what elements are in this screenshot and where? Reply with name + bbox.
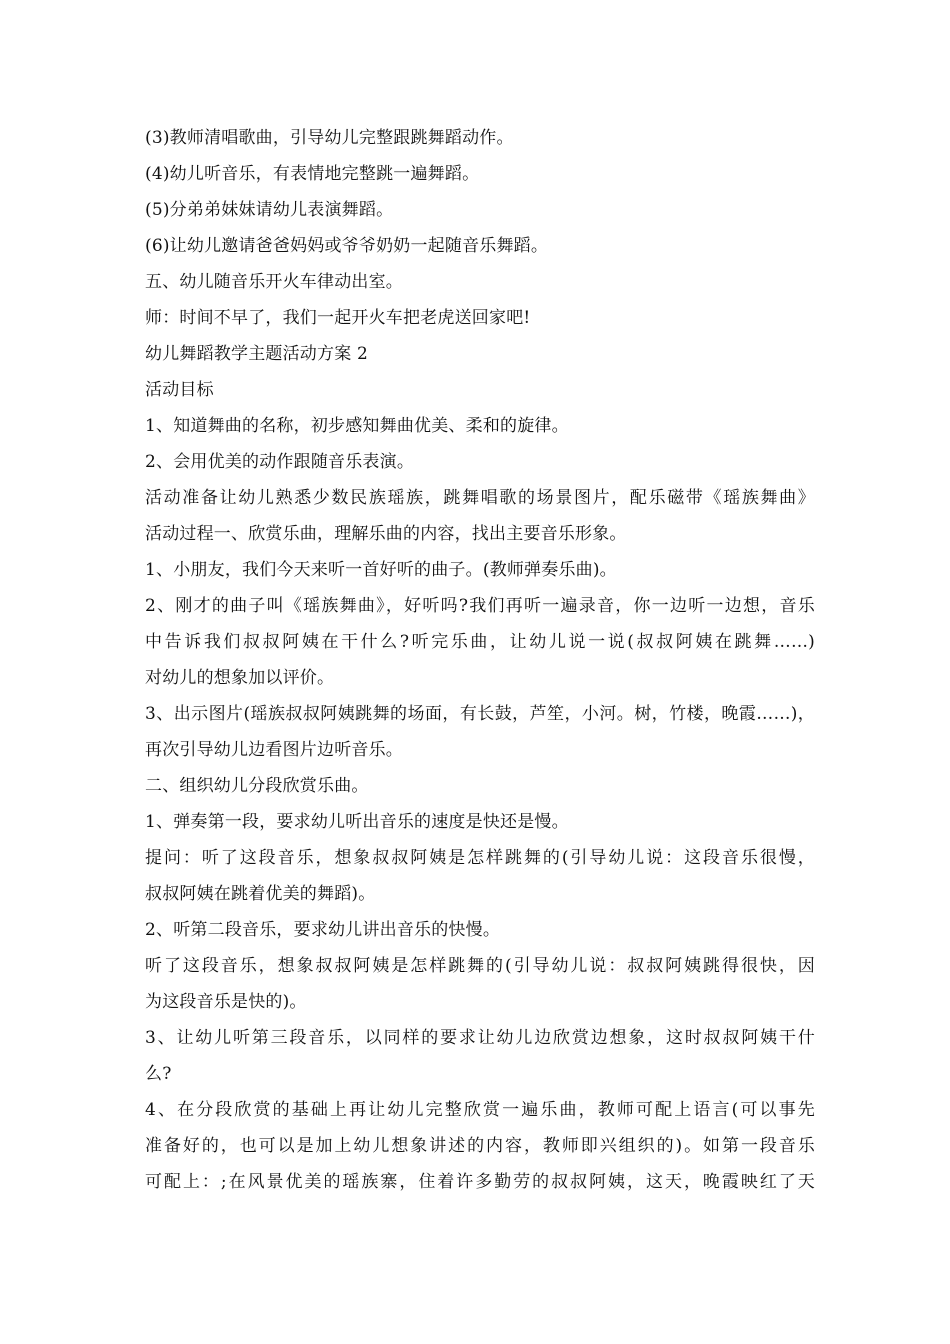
text-line: 活动准备让幼儿熟悉少数民族瑶族，跳舞唱歌的场景图片，配乐磁带《瑶族舞曲》 bbox=[145, 488, 815, 508]
text-line: 准备好的，也可以是加上幼儿想象讲述的内容，教师即兴组织的)。如第一段音乐 bbox=[145, 1136, 815, 1156]
section-heading: 二、组织幼儿分段欣赏乐曲。 bbox=[145, 776, 369, 796]
text-line: 听了这段音乐，想象叔叔阿姨是怎样跳舞的(引导幼儿说：叔叔阿姨跳得很快，因 bbox=[145, 956, 815, 976]
section-heading: 五、幼儿随音乐开火车律动出室。 bbox=[145, 272, 403, 292]
text-line: 2、刚才的曲子叫《瑶族舞曲》，好听吗?我们再听一遍录音，你一边听一边想，音乐 bbox=[145, 596, 815, 616]
text-line: 1、小朋友，我们今天来听一首好听的曲子。(教师弹奏乐曲)。 bbox=[145, 560, 617, 580]
text-line: (5)分弟弟妹妹请幼儿表演舞蹈。 bbox=[145, 200, 394, 220]
document-body bbox=[145, 120, 815, 1200]
text-line: 再次引导幼儿边看图片边听音乐。 bbox=[145, 740, 403, 760]
text-line: 活动过程一、欣赏乐曲，理解乐曲的内容，找出主要音乐形象。 bbox=[145, 524, 627, 544]
text-line: 3、让幼儿听第三段音乐，以同样的要求让幼儿边欣赏边想象，这时叔叔阿姨干什 bbox=[145, 1028, 815, 1048]
text-line: 师：时间不早了，我们一起开火车把老虎送回家吧! bbox=[145, 308, 531, 328]
text-line: 提问：听了这段音乐，想象叔叔阿姨是怎样跳舞的(引导幼儿说：这段音乐很慢， bbox=[145, 848, 815, 868]
text-line: 3、出示图片(瑶族叔叔阿姨跳舞的场面，有长鼓，芦笙，小河。树，竹楼，晚霞……)， bbox=[145, 704, 815, 724]
text-line: 2、会用优美的动作跟随音乐表演。 bbox=[145, 452, 415, 472]
text-line: 对幼儿的想象加以评价。 bbox=[145, 668, 335, 688]
document-title: 幼儿舞蹈教学主题活动方案 2 bbox=[145, 344, 369, 364]
text-line: 1、弹奏第一段，要求幼儿听出音乐的速度是快还是慢。 bbox=[145, 812, 569, 832]
text-line: 可配上：;在风景优美的瑶族寨，住着许多勤劳的叔叔阿姨，这天，晚霞映红了天 bbox=[145, 1172, 815, 1192]
section-heading: 活动目标 bbox=[145, 380, 214, 400]
text-line: 4、在分段欣赏的基础上再让幼儿完整欣赏一遍乐曲，教师可配上语言(可以事先 bbox=[145, 1100, 815, 1120]
text-line: 么? bbox=[145, 1064, 172, 1084]
text-line: 为这段音乐是快的)。 bbox=[145, 992, 307, 1012]
text-line: 2、听第二段音乐，要求幼儿讲出音乐的快慢。 bbox=[145, 920, 501, 940]
text-line: 中告诉我们叔叔阿姨在干什么?听完乐曲，让幼儿说一说(叔叔阿姨在跳舞……) bbox=[145, 632, 815, 652]
text-line: (3)教师清唱歌曲，引导幼儿完整跟跳舞蹈动作。 bbox=[145, 128, 514, 148]
text-line: 1、知道舞曲的名称，初步感知舞曲优美、柔和的旋律。 bbox=[145, 416, 569, 436]
text-line: (6)让幼儿邀请爸爸妈妈或爷爷奶奶一起随音乐舞蹈。 bbox=[145, 236, 549, 256]
text-line: (4)幼儿听音乐，有表情地完整跳一遍舞蹈。 bbox=[145, 164, 480, 184]
text-line: 叔叔阿姨在跳着优美的舞蹈)。 bbox=[145, 884, 376, 904]
